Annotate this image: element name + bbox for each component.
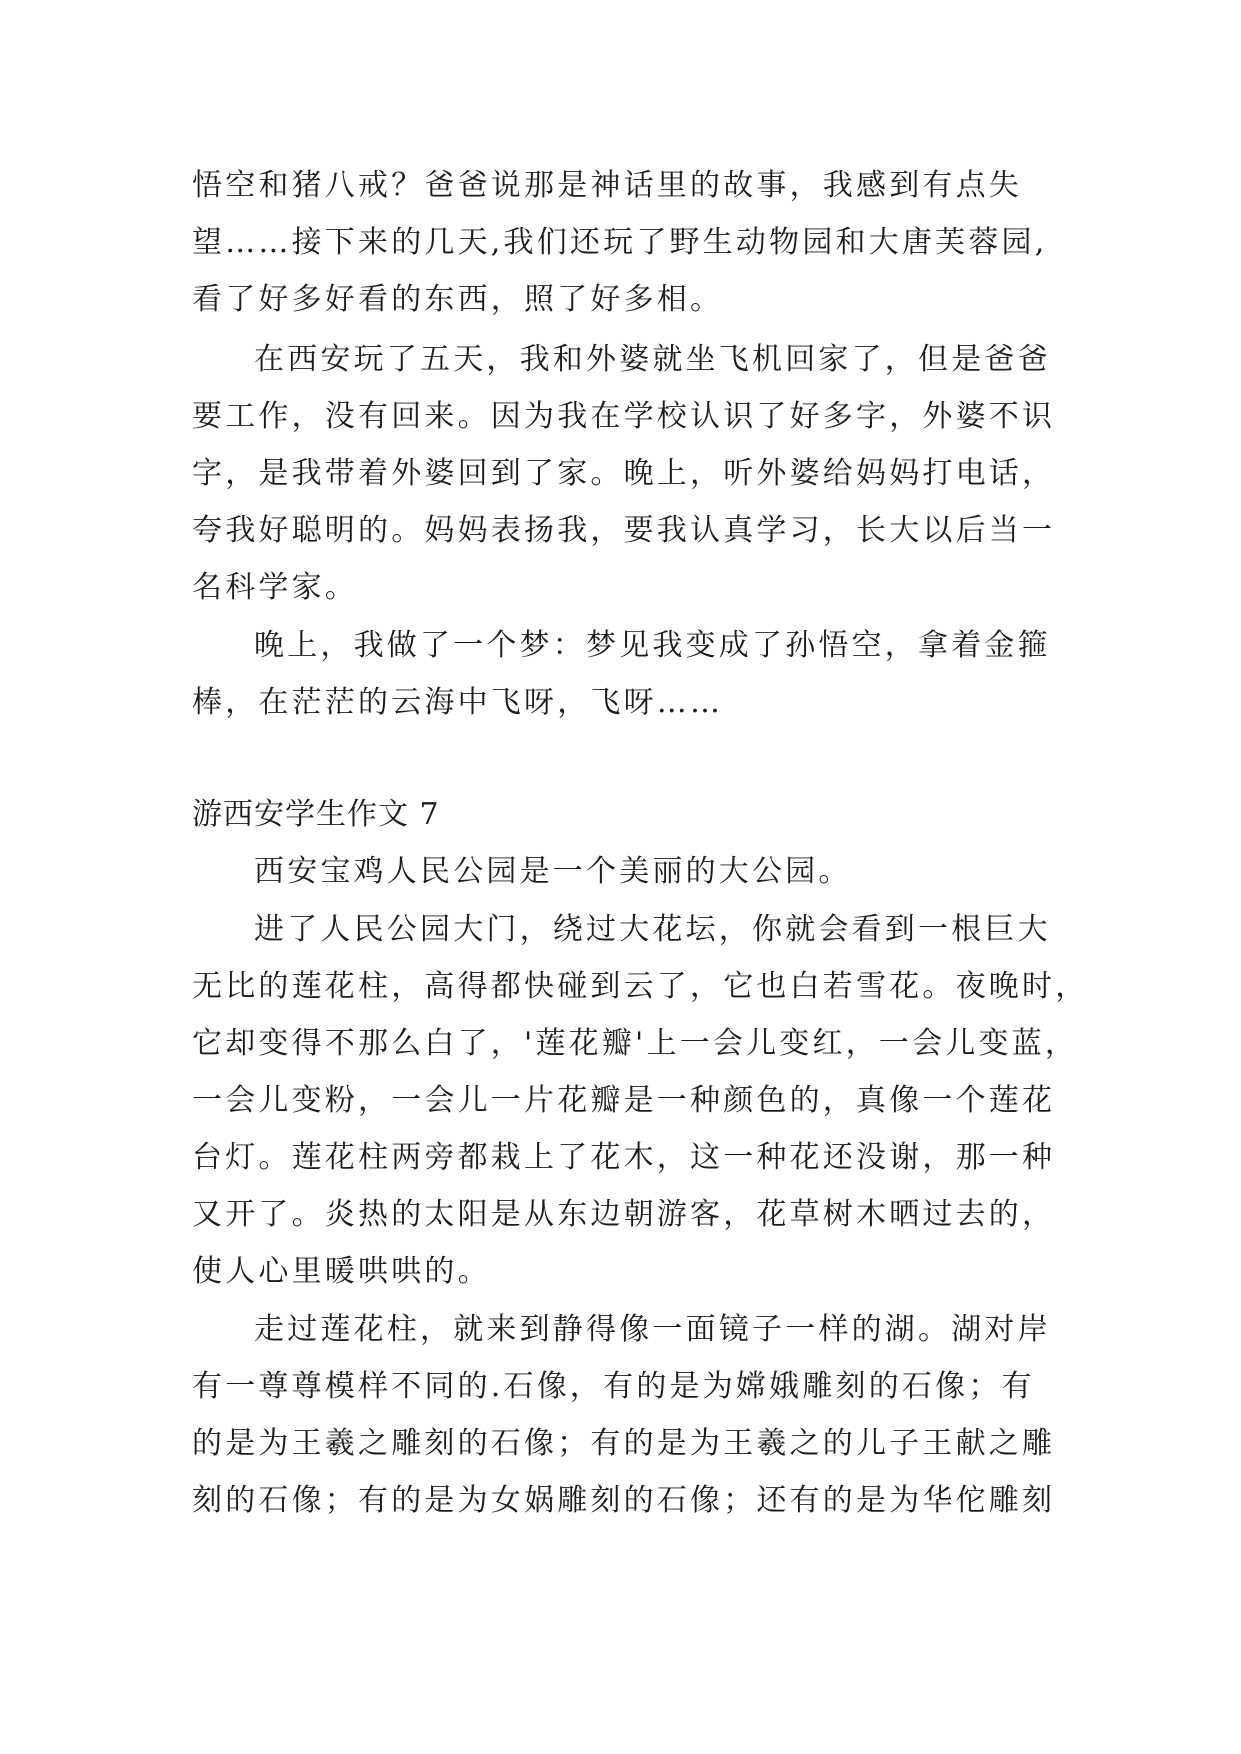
text-line: 看了好多好看的东西，照了好多相。 bbox=[192, 282, 724, 317]
text-line: 台灯。莲花柱两旁都栽上了花木，这一种花还没谢，那一种 bbox=[192, 1140, 1056, 1175]
text-line: 要工作，没有回来。因为我在学校认识了好多字，外婆不识 bbox=[192, 399, 1056, 434]
text-line: 刻的石像；有的是为女娲雕刻的石像；还有的是为华佗雕刻 bbox=[192, 1483, 1056, 1518]
text-line: 又开了。炎热的太阳是从东边朝游客，花草树木晒过去的， bbox=[192, 1197, 1056, 1232]
text-line: 夸我好聪明的。妈妈表扬我，要我认真学习，长大以后当一 bbox=[192, 513, 1056, 548]
text-line: 晚上，我做了一个梦：梦见我变成了孙悟空，拿着金箍 bbox=[254, 628, 1051, 663]
text-line: 走过莲花柱，就来到静得像一面镜子一样的湖。湖对岸 bbox=[254, 1312, 1051, 1347]
text-line: 进了人民公园大门，绕过大花坛，你就会看到一根巨大 bbox=[254, 912, 1051, 947]
text-line: 望……接下来的几天,我们还玩了野生动物园和大唐芙蓉园, bbox=[192, 225, 1048, 260]
text-line: 的是为王羲之雕刻的石像；有的是为王羲之的儿子王献之雕 bbox=[192, 1426, 1056, 1461]
text-line: 无比的莲花柱，高得都快碰到云了，它也白若雪花。夜晚时， bbox=[192, 969, 1089, 1004]
text-line: 使人心里暖哄哄的。 bbox=[192, 1254, 491, 1289]
text-line: 它却变得不那么白了，'莲花瓣'上一会儿变红，一会儿变蓝， bbox=[192, 1026, 1079, 1061]
text-line: 一会儿变粉，一会儿一片花瓣是一种颜色的，真像一个莲花 bbox=[192, 1083, 1056, 1118]
text-line: 在西安玩了五天，我和外婆就坐飞机回家了，但是爸爸 bbox=[254, 342, 1051, 377]
text-line: 悟空和猪八戒？爸爸说那是神话里的故事，我感到有点失 bbox=[192, 168, 1022, 203]
section-heading: 游西安学生作文 7 bbox=[192, 797, 440, 832]
text-line: 西安宝鸡人民公园是一个美丽的大公园。 bbox=[254, 854, 852, 889]
text-line: 有一尊尊模样不同的.石像，有的是为嫦娥雕刻的石像；有 bbox=[192, 1369, 1035, 1404]
text-line: 字，是我带着外婆回到了家。晚上，听外婆给妈妈打电话， bbox=[192, 456, 1056, 491]
text-line: 名科学家。 bbox=[192, 570, 358, 605]
text-line: 棒，在茫茫的云海中飞呀，飞呀…… bbox=[192, 685, 724, 720]
